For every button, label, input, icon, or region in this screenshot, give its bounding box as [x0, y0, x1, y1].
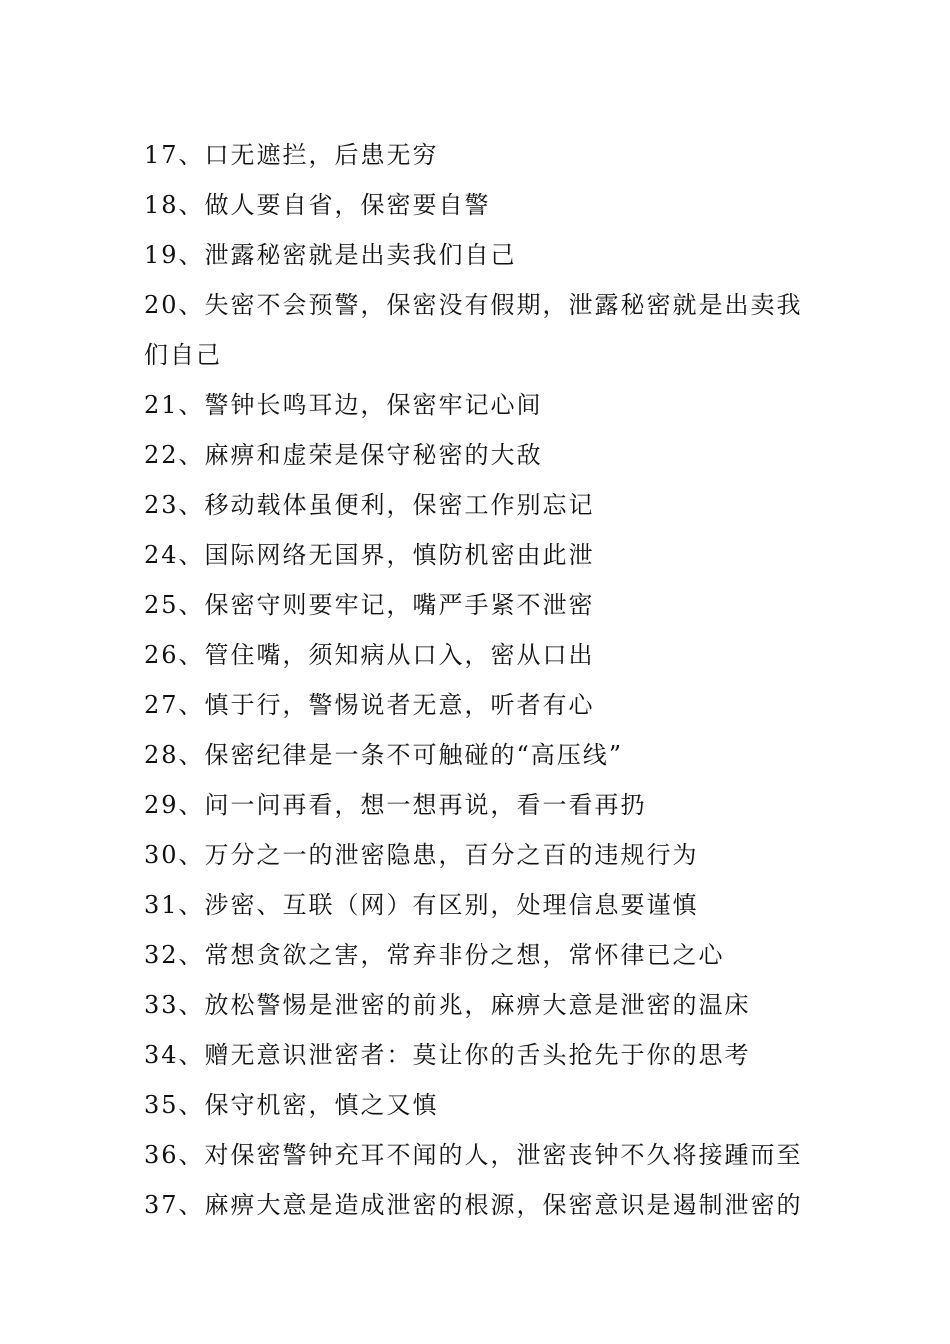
slogan-line-25: 25、保密守则要牢记，嘴严手紧不泄密 — [144, 591, 595, 619]
slogan-line-20-continued: 们自己 — [144, 341, 222, 369]
slogan-line-18: 18、做人要自省，保密要自警 — [144, 191, 491, 219]
slogan-line-29: 29、问一问再看，想一想再说，看一看再扔 — [144, 791, 647, 819]
slogan-line-28: 28、保密纪律是一条不可触碰的“高压线” — [144, 741, 624, 769]
slogan-line-31: 31、涉密、互联（网）有区别，处理信息要谨慎 — [144, 891, 699, 919]
slogan-line-19: 19、泄露秘密就是出卖我们自己 — [144, 241, 517, 269]
slogan-list — [144, 130, 804, 1230]
slogan-line-21: 21、警钟长鸣耳边，保密牢记心间 — [144, 391, 543, 419]
slogan-line-37: 37、麻痹大意是造成泄密的根源，保密意识是遏制泄密的 — [144, 1191, 803, 1219]
slogan-line-34: 34、赠无意识泄密者：莫让你的舌头抢先于你的思考 — [144, 1041, 751, 1069]
slogan-line-32: 32、常想贪欲之害，常弃非份之想，常怀律已之心 — [144, 941, 725, 969]
slogan-line-23: 23、移动载体虽便利，保密工作别忘记 — [144, 491, 595, 519]
slogan-line-36: 36、对保密警钟充耳不闻的人，泄密丧钟不久将接踵而至 — [144, 1141, 803, 1169]
slogan-line-27: 27、慎于行，警惕说者无意，听者有心 — [144, 691, 595, 719]
slogan-line-22: 22、麻痹和虚荣是保守秘密的大敌 — [144, 441, 543, 469]
slogan-line-20: 20、失密不会预警，保密没有假期，泄露秘密就是出卖我 — [144, 291, 803, 319]
slogan-line-30: 30、万分之一的泄密隐患，百分之百的违规行为 — [144, 841, 699, 869]
slogan-line-24: 24、国际网络无国界，慎防机密由此泄 — [144, 541, 595, 569]
slogan-line-26: 26、管住嘴，须知病从口入，密从口出 — [144, 641, 595, 669]
slogan-line-17: 17、口无遮拦，后患无穷 — [144, 141, 439, 169]
slogan-line-33: 33、放松警惕是泄密的前兆，麻痹大意是泄密的温床 — [144, 991, 751, 1019]
slogan-line-35: 35、保守机密，慎之又慎 — [144, 1091, 439, 1119]
